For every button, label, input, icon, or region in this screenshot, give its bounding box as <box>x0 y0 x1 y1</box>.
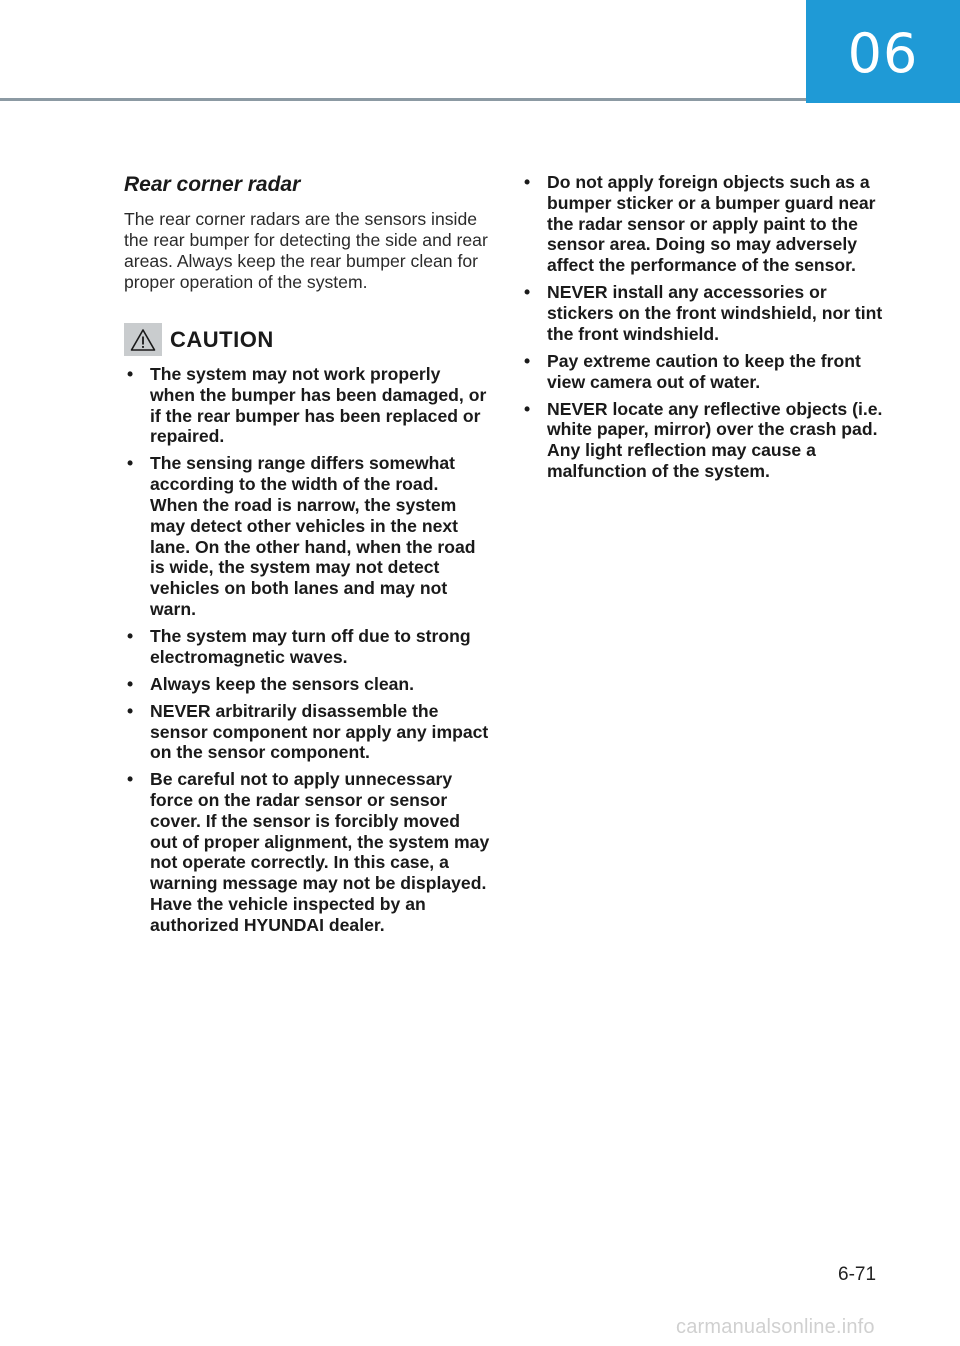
caution-heading <box>124 323 490 356</box>
chapter-number: 06 <box>847 22 919 85</box>
list-item: • Always keep the sensors clean. <box>127 673 415 694</box>
list-item: • The system may turn off due to strong electromagnetic waves. <box>127 625 471 667</box>
list-item: • Do not apply foreign objects such as a bumper sticker or a bumper guard near the radar sensor or apply paint to the sensor area. Doing so may adversely affect the performance of the sensor. <box>524 172 876 276</box>
left-column <box>124 170 490 942</box>
list-item: • The sensing range differs somewhat according to the width of the road. When the road is narrow, the system may detect other vehicles in the next lane. On the other hand, when the road is wide, the system may not detect vehicles on both lanes and may not warn. <box>127 453 476 619</box>
page-number: 6-71 <box>838 1264 877 1285</box>
section-intro: The rear corner radars are the sensors inside the rear bumper for detecting the side and rear areas. Always keep the rear bumper clean for proper operation of the system. <box>124 209 488 292</box>
caution-label: CAUTION <box>170 326 274 352</box>
list-item: • Pay extreme caution to keep the front view camera out of water. <box>524 350 861 392</box>
caution-list-left <box>124 364 490 936</box>
chapter-tab <box>806 0 960 103</box>
list-item: • NEVER arbitrarily disassemble the sensor component nor apply any impact on the sensor component. <box>127 700 489 763</box>
caution-list-right <box>521 172 883 482</box>
section-title: Rear corner radar <box>124 173 301 196</box>
list-item: • Be careful not to apply unnecessary force on the radar sensor or sensor cover. If the sensor is forcibly moved out of proper alignment, the system may not operate correctly. In this case, a warning message may not be displayed. Have the vehicle inspected by an authorized HYUNDAI dealer. <box>127 769 490 935</box>
watermark: carmanualsonline.info <box>676 1316 875 1338</box>
header-rule <box>0 98 806 101</box>
right-column <box>521 172 883 488</box>
warning-triangle-icon <box>124 323 162 356</box>
list-item: • NEVER locate any reflective objects (i.e. white paper, mirror) over the crash pad. Any light reflection may cause a malfunction of the system. <box>524 398 883 481</box>
list-item: • The system may not work properly when the bumper has been damaged, or if the rear bumper has been replaced or repaired. <box>127 364 487 447</box>
list-item: • NEVER install any accessories or stickers on the front windshield, nor tint the front windshield. <box>524 282 883 344</box>
